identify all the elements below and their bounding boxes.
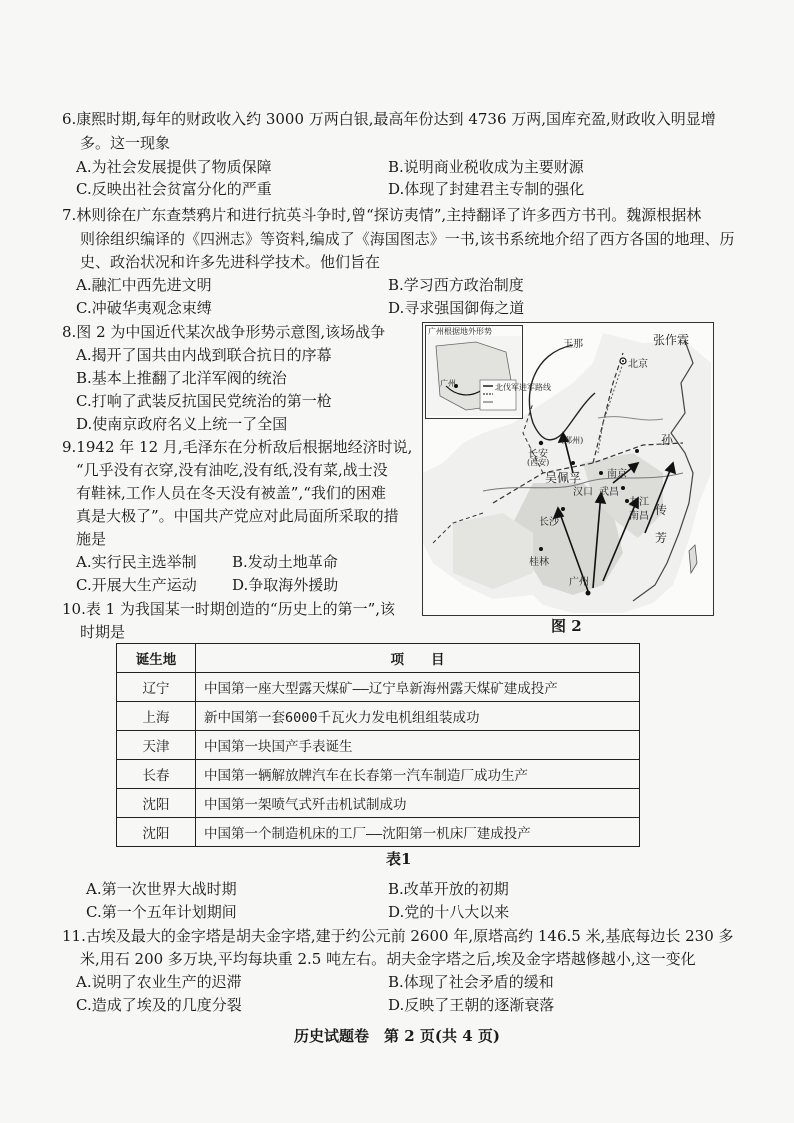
label-hankou: 汉口 xyxy=(573,487,593,498)
label-changsha: 长沙 xyxy=(539,517,559,528)
table-row xyxy=(117,673,640,702)
label-beijing: 北京 xyxy=(628,359,648,370)
q9-stem-line4: 真是大极了”。中国共产党应对此局面所采取的措 xyxy=(76,507,399,525)
q10-option-b[interactable]: B.改革开放的初期 xyxy=(388,880,509,898)
q7-option-b[interactable]: B.学习西方政治制度 xyxy=(388,276,524,294)
table-cell-item: 中国第一座大型露天煤矿——辽宁阜新海州露天煤矿建成投产 xyxy=(196,673,640,702)
table-cell-place: 辽宁 xyxy=(117,673,196,702)
label-sun: 孙 xyxy=(661,433,674,447)
q11-stem-line2: 米,用石 200 多万块,平均每块重 2.5 吨左右。胡夫金字塔之后,埃及金字塔越修越小,这一变化 xyxy=(80,950,696,968)
table-1 xyxy=(116,643,640,847)
table-cell-place: 沈阳 xyxy=(117,789,196,818)
inset-label-guangzhou: 广州 xyxy=(440,379,456,388)
q8-stem: 8.图 2 为中国近代某次战争形势示意图,该场战争 xyxy=(62,323,386,341)
q6-stem-line1: 6.康熙时期,每年的财政收入约 3000 万两白银,最高年份达到 4736 万两,国库充盈,财政收入明显增 xyxy=(62,110,716,128)
table-cell-place: 上海 xyxy=(117,702,196,731)
inset-drawing xyxy=(426,326,522,418)
q7-stem-line1: 7.林则徐在广东查禁鸦片和进行抗英斗争时,曾“探访夷情”,主持翻译了许多西方书刊。魏源根据林 xyxy=(62,206,702,224)
table-cell-place: 长春 xyxy=(117,760,196,789)
table-row xyxy=(117,760,640,789)
q6-stem-line2: 多。这一现象 xyxy=(80,134,171,152)
q8-option-d[interactable]: D.使南京政府名义上统一了全国 xyxy=(76,415,288,433)
table-header-place: 诞生地 xyxy=(117,644,196,673)
label-zhangzuolin: 张作霖 xyxy=(653,333,690,347)
q6-option-a[interactable]: A.为社会发展提供了物质保障 xyxy=(76,158,272,176)
q6-option-b[interactable]: B.说明商业税收成为主要财源 xyxy=(388,158,584,176)
q11-option-a[interactable]: A.说明了农业生产的迟滞 xyxy=(76,973,242,991)
q10-option-c[interactable]: C.第一个五年计划期间 xyxy=(86,903,237,921)
q9-option-a[interactable]: A.实行民主选举制 xyxy=(76,553,197,571)
table-row xyxy=(117,789,640,818)
label-wangzhi: 玉那 xyxy=(563,339,583,350)
table-cell-item: 中国第一架喷气式歼击机试制成功 xyxy=(196,789,640,818)
table-caption: 表1 xyxy=(386,850,412,868)
q11-option-c[interactable]: C.造成了埃及的几度分裂 xyxy=(76,996,242,1014)
label-zhengzhou: (郑州) xyxy=(561,436,584,445)
q9-stem-line3: 有鞋袜,工作人员在冬天没有被盖”,“我们的困难 xyxy=(76,484,386,502)
q11-option-b[interactable]: B.体现了社会矛盾的缓和 xyxy=(388,973,554,991)
q10-stem-line2: 时期是 xyxy=(80,623,126,641)
q9-option-c[interactable]: C.开展大生产运动 xyxy=(76,576,197,594)
q8-option-c[interactable]: C.打响了武装反抗国民党统治的第一枪 xyxy=(76,392,332,410)
map-inset xyxy=(425,325,551,419)
q6-option-d[interactable]: D.体现了封建君主专制的强化 xyxy=(388,180,585,198)
q7-option-c[interactable]: C.冲破华夷观念束缚 xyxy=(76,299,212,317)
table-header-row xyxy=(117,644,640,673)
label-changan: 长安 xyxy=(528,449,548,460)
table-row xyxy=(117,702,640,731)
q7-option-d[interactable]: D.寻求强国御侮之道 xyxy=(388,299,525,317)
label-chuan: 传 xyxy=(655,503,668,517)
label-nanjing: 南京 xyxy=(607,469,627,480)
label-xian: (西安) xyxy=(527,458,550,467)
q10-option-a[interactable]: A.第一次世界大战时期 xyxy=(86,880,237,898)
label-guilin: 桂林 xyxy=(529,557,549,568)
label-jiujiang: 九江 xyxy=(629,497,649,508)
q10-stem-line1: 10.表 1 为我国某一时期创造的“历史上的第一”,该 xyxy=(62,600,396,618)
table-cell-item: 中国第一块国产手表诞生 xyxy=(196,731,640,760)
q11-stem-line1: 11.古埃及最大的金字塔是胡夫金字塔,建于约公元前 2600 年,原塔高约 146.5 米,基底每边长 230 多 xyxy=(62,927,734,945)
table-row xyxy=(117,818,640,847)
q7-stem-line3: 史、政治状况和许多先进科学技术。他们旨在 xyxy=(80,253,381,271)
q8-option-b[interactable]: B.基本上推翻了北洋军阀的统治 xyxy=(76,369,287,387)
q9-stem-line2: “几乎没有衣穿,没有油吃,没有纸,没有菜,战士没 xyxy=(76,461,388,479)
table-cell-item: 新中国第一套6000千瓦火力发电机组组装成功 xyxy=(196,702,640,731)
table-cell-item: 中国第一个制造机床的工厂——沈阳第一机床厂建成投产 xyxy=(196,818,640,847)
label-wuchang: 武昌 xyxy=(599,487,619,498)
q6-option-c[interactable]: C.反映出社会贫富分化的严重 xyxy=(76,180,272,198)
label-fang: 芳 xyxy=(655,531,668,545)
war-situation-map xyxy=(422,322,714,616)
table-cell-item: 中国第一辆解放牌汽车在长春第一汽车制造厂成功生产 xyxy=(196,760,640,789)
table-row xyxy=(117,731,640,760)
q9-option-b[interactable]: B.发动土地革命 xyxy=(232,553,338,571)
table-header-item: 项 目 xyxy=(196,644,640,673)
q9-option-d[interactable]: D.争取海外援助 xyxy=(232,576,339,594)
page-footer: 历史试题卷 第 2 页(共 4 页) xyxy=(294,1027,500,1045)
q9-stem-line1: 9.1942 年 12 月,毛泽东在分析敌后根据地经济时说, xyxy=(62,438,413,456)
q10-option-d[interactable]: D.党的十八大以来 xyxy=(388,903,510,921)
label-wupeifu: 吴佩孚 xyxy=(545,471,582,485)
q7-option-a[interactable]: A.融汇中西先进文明 xyxy=(76,276,212,294)
label-guangzhou: 广州 xyxy=(569,577,589,588)
inset-title: 广州根据地外形势 xyxy=(428,327,492,336)
q8-option-a[interactable]: A.揭开了国共由内战到联合抗日的序幕 xyxy=(76,346,332,364)
label-nanchang: 南昌 xyxy=(629,511,649,522)
inset-legend-1: 北伐军进军路线 xyxy=(495,383,551,392)
q7-stem-line2: 则徐组织编译的《四洲志》等资料,编成了《海国图志》一书,该书系统地介绍了西方各国的地理、历 xyxy=(80,230,735,248)
q9-stem-line5: 施是 xyxy=(76,530,107,548)
q11-option-d[interactable]: D.反映了王朝的逐渐衰落 xyxy=(388,996,555,1014)
figure-caption: 图 2 xyxy=(551,617,582,635)
table-cell-place: 天津 xyxy=(117,731,196,760)
table-cell-place: 沈阳 xyxy=(117,818,196,847)
